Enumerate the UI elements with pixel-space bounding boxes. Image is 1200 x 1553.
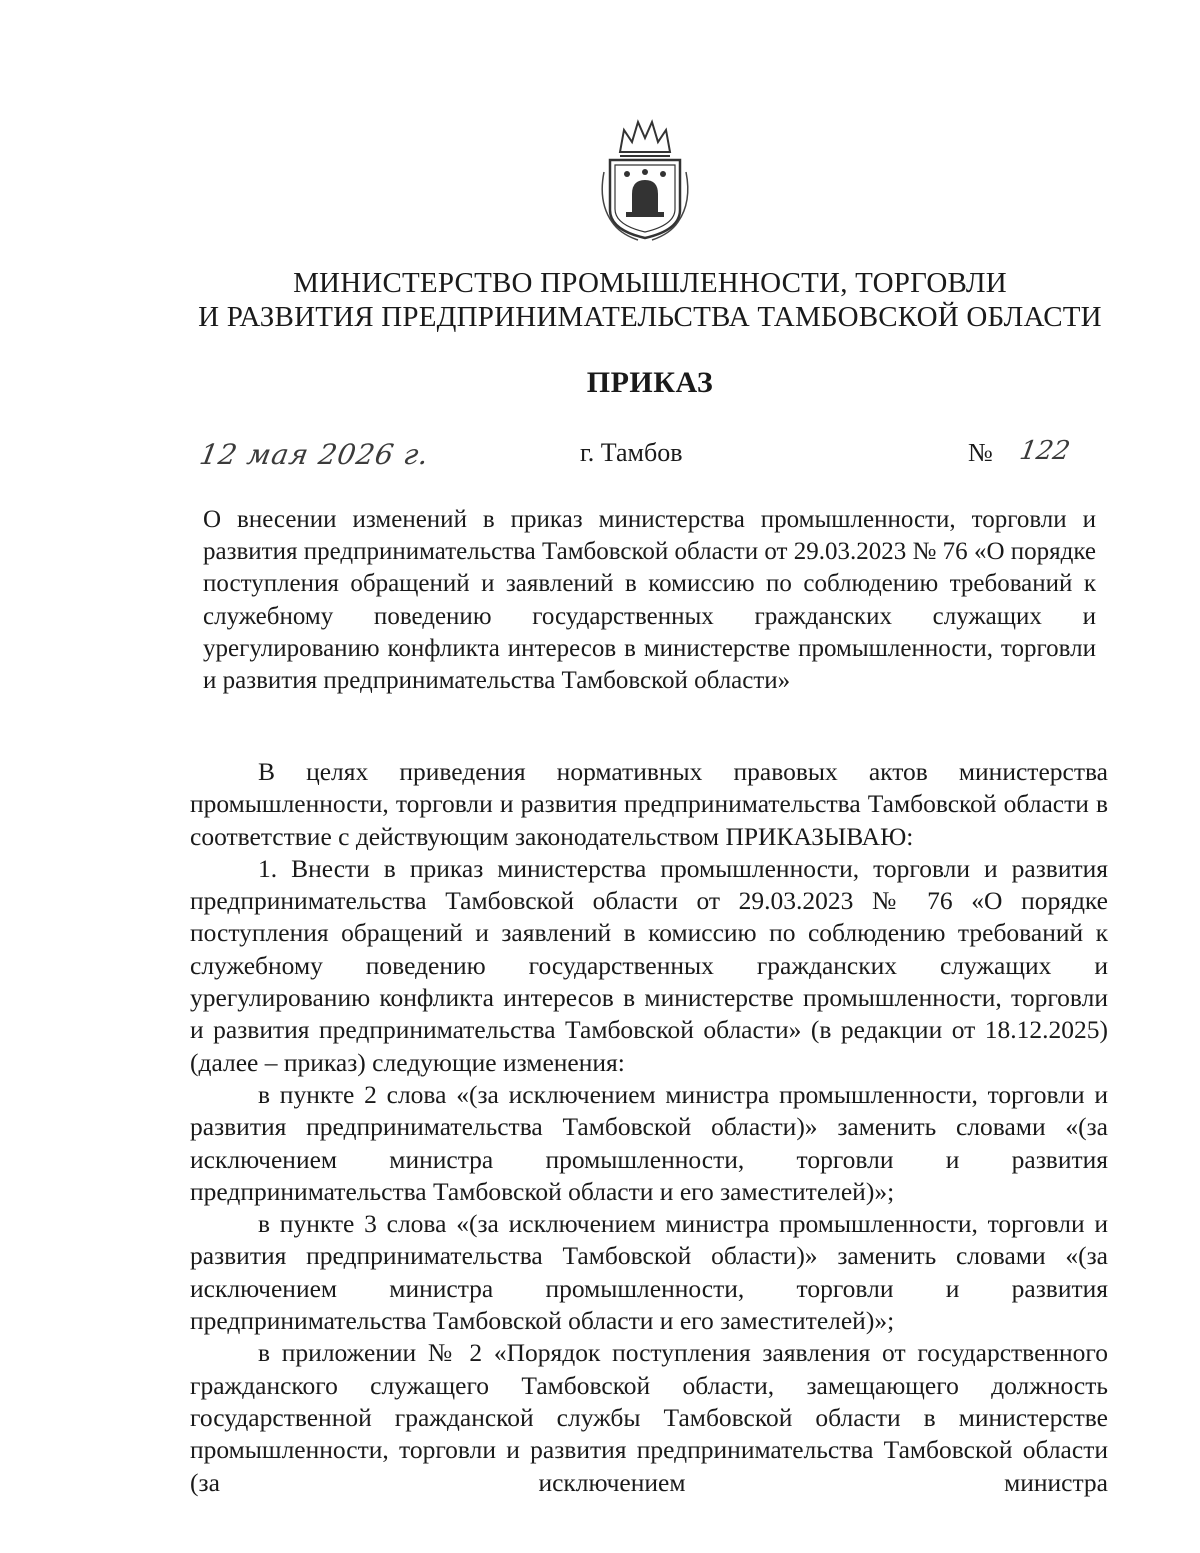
tambov-coat-of-arms-icon — [590, 112, 700, 242]
document-type-title: ПРИКАЗ — [586, 366, 714, 399]
body-paragraph: в пункте 3 слова «(за исключением министра промышленности, торговли и развития предпринимательства Тамбовской области)» заменить словами «(за исключением министра промышленности, торговли и развития предпринимательства Тамбовской области и его заместителей)»; — [190, 1209, 1108, 1336]
document-subject: О внесении изменений в приказ министерства промышленности, торговли и развития предпринимательства Тамбовской области от 29.03.2023 № 76 «О порядке поступления обращений и заявлений в комиссию по соблюдению требований к служебному поведению государственных гражданских служащих и урегулированию конфликта интересов в министерстве промышленности, торговли и развития предпринимательства Тамбовской области» — [203, 506, 1096, 695]
body-paragraph: В целях приведения нормативных правовых актов министерства промышленности, торговли и развития предпринимательства Тамбовской области в соответствие с действующим законодательством ПРИКАЗЫВАЮ: — [190, 757, 1108, 851]
body-paragraph: в пункте 2 слова «(за исключением министра промышленности, торговли и развития предпринимательства Тамбовской области)» заменить словами «(за исключением министра промышленности, торговли и развития предпринимательства Тамбовской области и его заместителей)»; — [190, 1079, 1108, 1206]
city-label: г. Тамбов — [580, 438, 683, 467]
body-paragraph: в приложении № 2 «Порядок поступления заявления от государственного гражданского служащего Тамбовской области, замещающего должность государственной гражданской службы Тамбовской области в министерстве промышленности, торговли и развития предпринимательства Тамбовской области (за исключением министра — [190, 1338, 1108, 1497]
number-label: № — [968, 438, 993, 467]
body-paragraph: 1. Внести в приказ министерства промышленности, торговли и развития предпринимательства Тамбовской области от 29.03.2023 № 76 «О порядке поступления обращений и заявлений в комиссию по соблюдению требований к служебному поведению государственных гражданских служащих и урегулированию конфликта интересов в министерстве промышленности, торговли и развития предпринимательства Тамбовской области» (в редакции от 18.12.2025) (далее – приказ) следующие изменения: — [190, 853, 1108, 1077]
handwritten-date: 12 мая 2026 г. — [197, 438, 433, 471]
handwritten-number: 122 — [1017, 436, 1073, 466]
ministry-line-2: И РАЗВИТИЯ ПРЕДПРИНИМАТЕЛЬСТВА ТАМБОВСКОЙ ОБЛАСТИ — [198, 301, 1102, 333]
ministry-line-1: МИНИСТЕРСТВО ПРОМЫШЛЕННОСТИ, ТОРГОВЛИ — [293, 267, 1007, 299]
document-body — [190, 756, 1108, 1499]
ministry-name — [150, 266, 1150, 334]
